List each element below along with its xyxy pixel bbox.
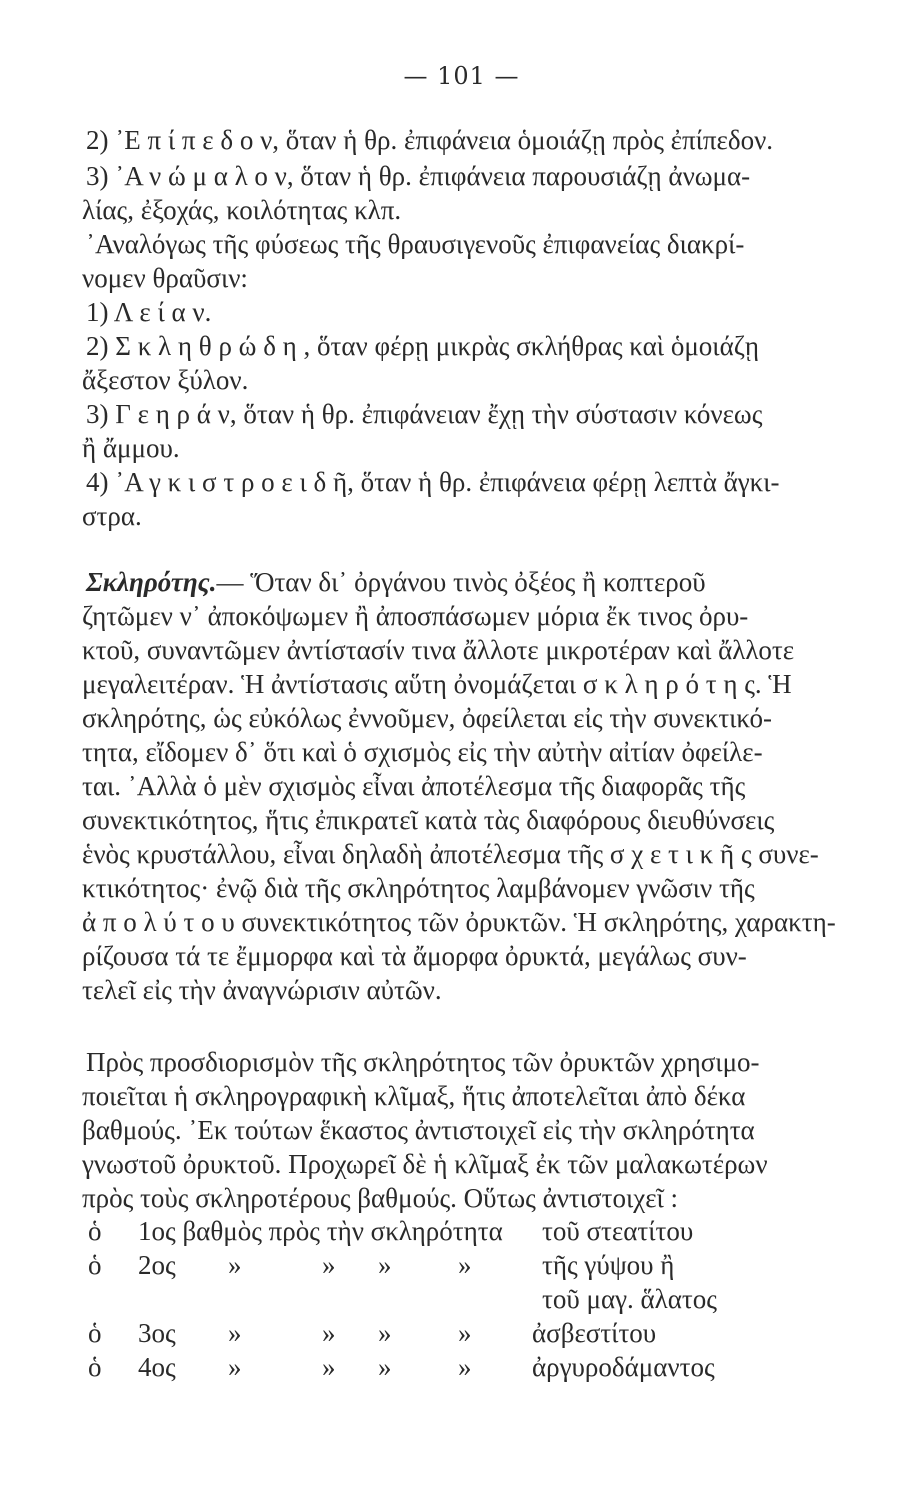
text-line: νομεν θραῦσιν: (82, 263, 248, 293)
text-line: ζητῶμεν ν᾿ ἀποκόψωμεν ἢ ἀποσπάσωμεν μόρια ἔκ τινος ὀρυ- (82, 601, 749, 631)
table-cell-degree: 1ος βαθμὸς πρὸς τὴν σκληρότητα (138, 1216, 503, 1246)
table-cell-mineral: ἀσβεστίτου (532, 1318, 657, 1348)
text-line: ται. ᾿Αλλὰ ὁ μὲν σχισμὸς εἶναι ἀποτέλεσμα τῆς διαφορᾶς τῆς (82, 771, 746, 801)
text-line: ἢ ἄμμου. (82, 433, 180, 463)
text-line: 3) Γ ε η ρ ά ν, ὅταν ἡ θρ. ἐπιφάνειαν ἔχῃ τὴν σύστασιν κόνεως (86, 399, 763, 429)
table-cell-ditto: » (228, 1318, 242, 1348)
text-line: ποιεῖται ἡ σκληρογραφικὴ κλῖμαξ, ἥτις ἀποτελεῖται ἀπὸ δέκα (82, 1081, 746, 1111)
text-line: λίας, ἐξοχάς, κοιλότητας κλπ. (82, 195, 402, 225)
table-cell-article: ὁ (88, 1318, 102, 1348)
table-cell-mineral: τοῦ μαγ. ἅλατος (542, 1284, 717, 1314)
text-line: μεγαλειτέραν. Ἡ ἀντίστασις αὕτη ὀνομάζεται σ κ λ η ρ ό τ η ς. Ἡ (82, 669, 792, 699)
table-cell-degree: 4ος (138, 1352, 176, 1382)
text-line (86, 566, 706, 598)
text-line: βαθμούς. ᾿Εκ τούτων ἕκαστος ἀντιστοιχεῖ εἰς τὴν σκληρότητα (82, 1115, 755, 1145)
text-line: κτικότητος· ἐνῷ διὰ τῆς σκληρότητος λαμβάνομεν γνῶσιν τῆς (82, 873, 755, 903)
text-line: 3) ᾿Α ν ώ μ α λ ο ν, ὅταν ἡ θρ. ἐπιφάνεια παρουσιάζῃ ἀνωμα- (86, 161, 751, 191)
text-line: συνεκτικότητος, ἥτις ἐπικρατεῖ κατὰ τὰς διαφόρους διευθύνσεις (82, 805, 775, 835)
table-cell-ditto: » (322, 1250, 336, 1280)
table-cell-degree: 3ος (138, 1318, 176, 1348)
text-line: κτοῦ, συναντῶμεν ἀντίστασίν τινα ἄλλοτε μικροτέραν καὶ ἄλλοτε (82, 635, 795, 665)
text-line: τελεῖ εἰς τὴν ἀναγνώρισιν αὐτῶν. (82, 975, 442, 1005)
table-cell-ditto: » (228, 1352, 242, 1382)
text-line: 2) Σ κ λ η θ ρ ώ δ η , ὅταν φέρῃ μικρὰς σκλήθρας καὶ ὁμοιάζῃ (86, 331, 760, 361)
table-cell-ditto: » (458, 1352, 472, 1382)
table-cell-ditto: » (322, 1318, 336, 1348)
table-cell-ditto: » (378, 1318, 392, 1348)
text-line: ἀ π ο λ ύ τ ο υ συνεκτικότητος τῶν ὀρυκτῶν. Ἡ σκληρότης, χαρακτη- (82, 907, 836, 937)
text-span: — Ὅταν δι᾿ ὀργάνου τινὸς ὀξέος ἢ κοπτεροῦ (216, 567, 706, 597)
section-heading: Σκληρότης. (86, 567, 217, 597)
table-cell-mineral: ἀργυροδάμαντος (532, 1352, 715, 1382)
text-line: γνωστοῦ ὀρυκτοῦ. Προχωρεῖ δὲ ἡ κλῖμαξ ἐκ τῶν μαλακωτέρων (82, 1149, 768, 1179)
text-line: 1) Λ ε ί α ν. (86, 297, 212, 327)
text-line: ἄξεστον ξύλον. (82, 365, 249, 395)
table-cell-degree: 2ος (138, 1250, 176, 1280)
table-cell-mineral: τῆς γύψου ἢ (542, 1250, 675, 1280)
table-cell-mineral: τοῦ στεατίτου (542, 1216, 694, 1246)
text-line: ρίζουσα τά τε ἔμμορφα καὶ τὰ ἄμορφα ὀρυκτά, μεγάλως συν- (82, 941, 747, 971)
text-line: πρὸς τοὺς σκληροτέρους βαθμούς. Οὕτως ἀντιστοιχεῖ : (82, 1183, 679, 1213)
text-line: στρα. (82, 501, 142, 531)
table-cell-ditto: » (458, 1318, 472, 1348)
text-line: ἑνὸς κρυστάλλου, εἶναι δηλαδὴ ἀποτέλεσμα τῆς σ χ ε τ ι κ ῆ ς συνε- (82, 839, 819, 869)
text-line: σκληρότης, ὡς εὐκόλως ἐννοῦμεν, ὀφείλεται εἰς τὴν συνεκτικό- (82, 703, 772, 733)
table-cell-ditto: » (458, 1250, 472, 1280)
table-cell-ditto: » (378, 1250, 392, 1280)
table-cell-article: ὁ (88, 1216, 102, 1246)
text-line: 2) ᾿Ε π ί π ε δ ο ν, ὅταν ἡ θρ. ἐπιφάνεια ὁμοιάζῃ πρὸς ἐπίπεδον. (86, 125, 774, 155)
table-cell-ditto: » (322, 1352, 336, 1382)
text-line: 4) ᾿Α γ κ ι σ τ ρ ο ε ι δ ῆ, ὅταν ἡ θρ. ἐπιφάνεια φέρῃ λεπτὰ ἄγκι- (86, 467, 780, 497)
table-cell-article: ὁ (88, 1250, 102, 1280)
text-line: Πρὸς προσδιορισμὸν τῆς σκληρότητος τῶν ὀρυκτῶν χρησιμο- (86, 1047, 760, 1077)
table-cell-ditto: » (228, 1250, 242, 1280)
table-cell-article: ὁ (88, 1352, 102, 1382)
text-line: ᾿Αναλόγως τῆς φύσεως τῆς θραυσιγενοῦς ἐπιφανείας διακρί- (86, 229, 745, 259)
table-cell-ditto: » (378, 1352, 392, 1382)
text-line: τητα, εἴδομεν δ᾿ ὅτι καὶ ὁ σχισμὸς εἰς τὴν αὐτὴν αἰτίαν ὀφείλε- (82, 737, 763, 767)
page-number: — 101 — (403, 62, 520, 90)
